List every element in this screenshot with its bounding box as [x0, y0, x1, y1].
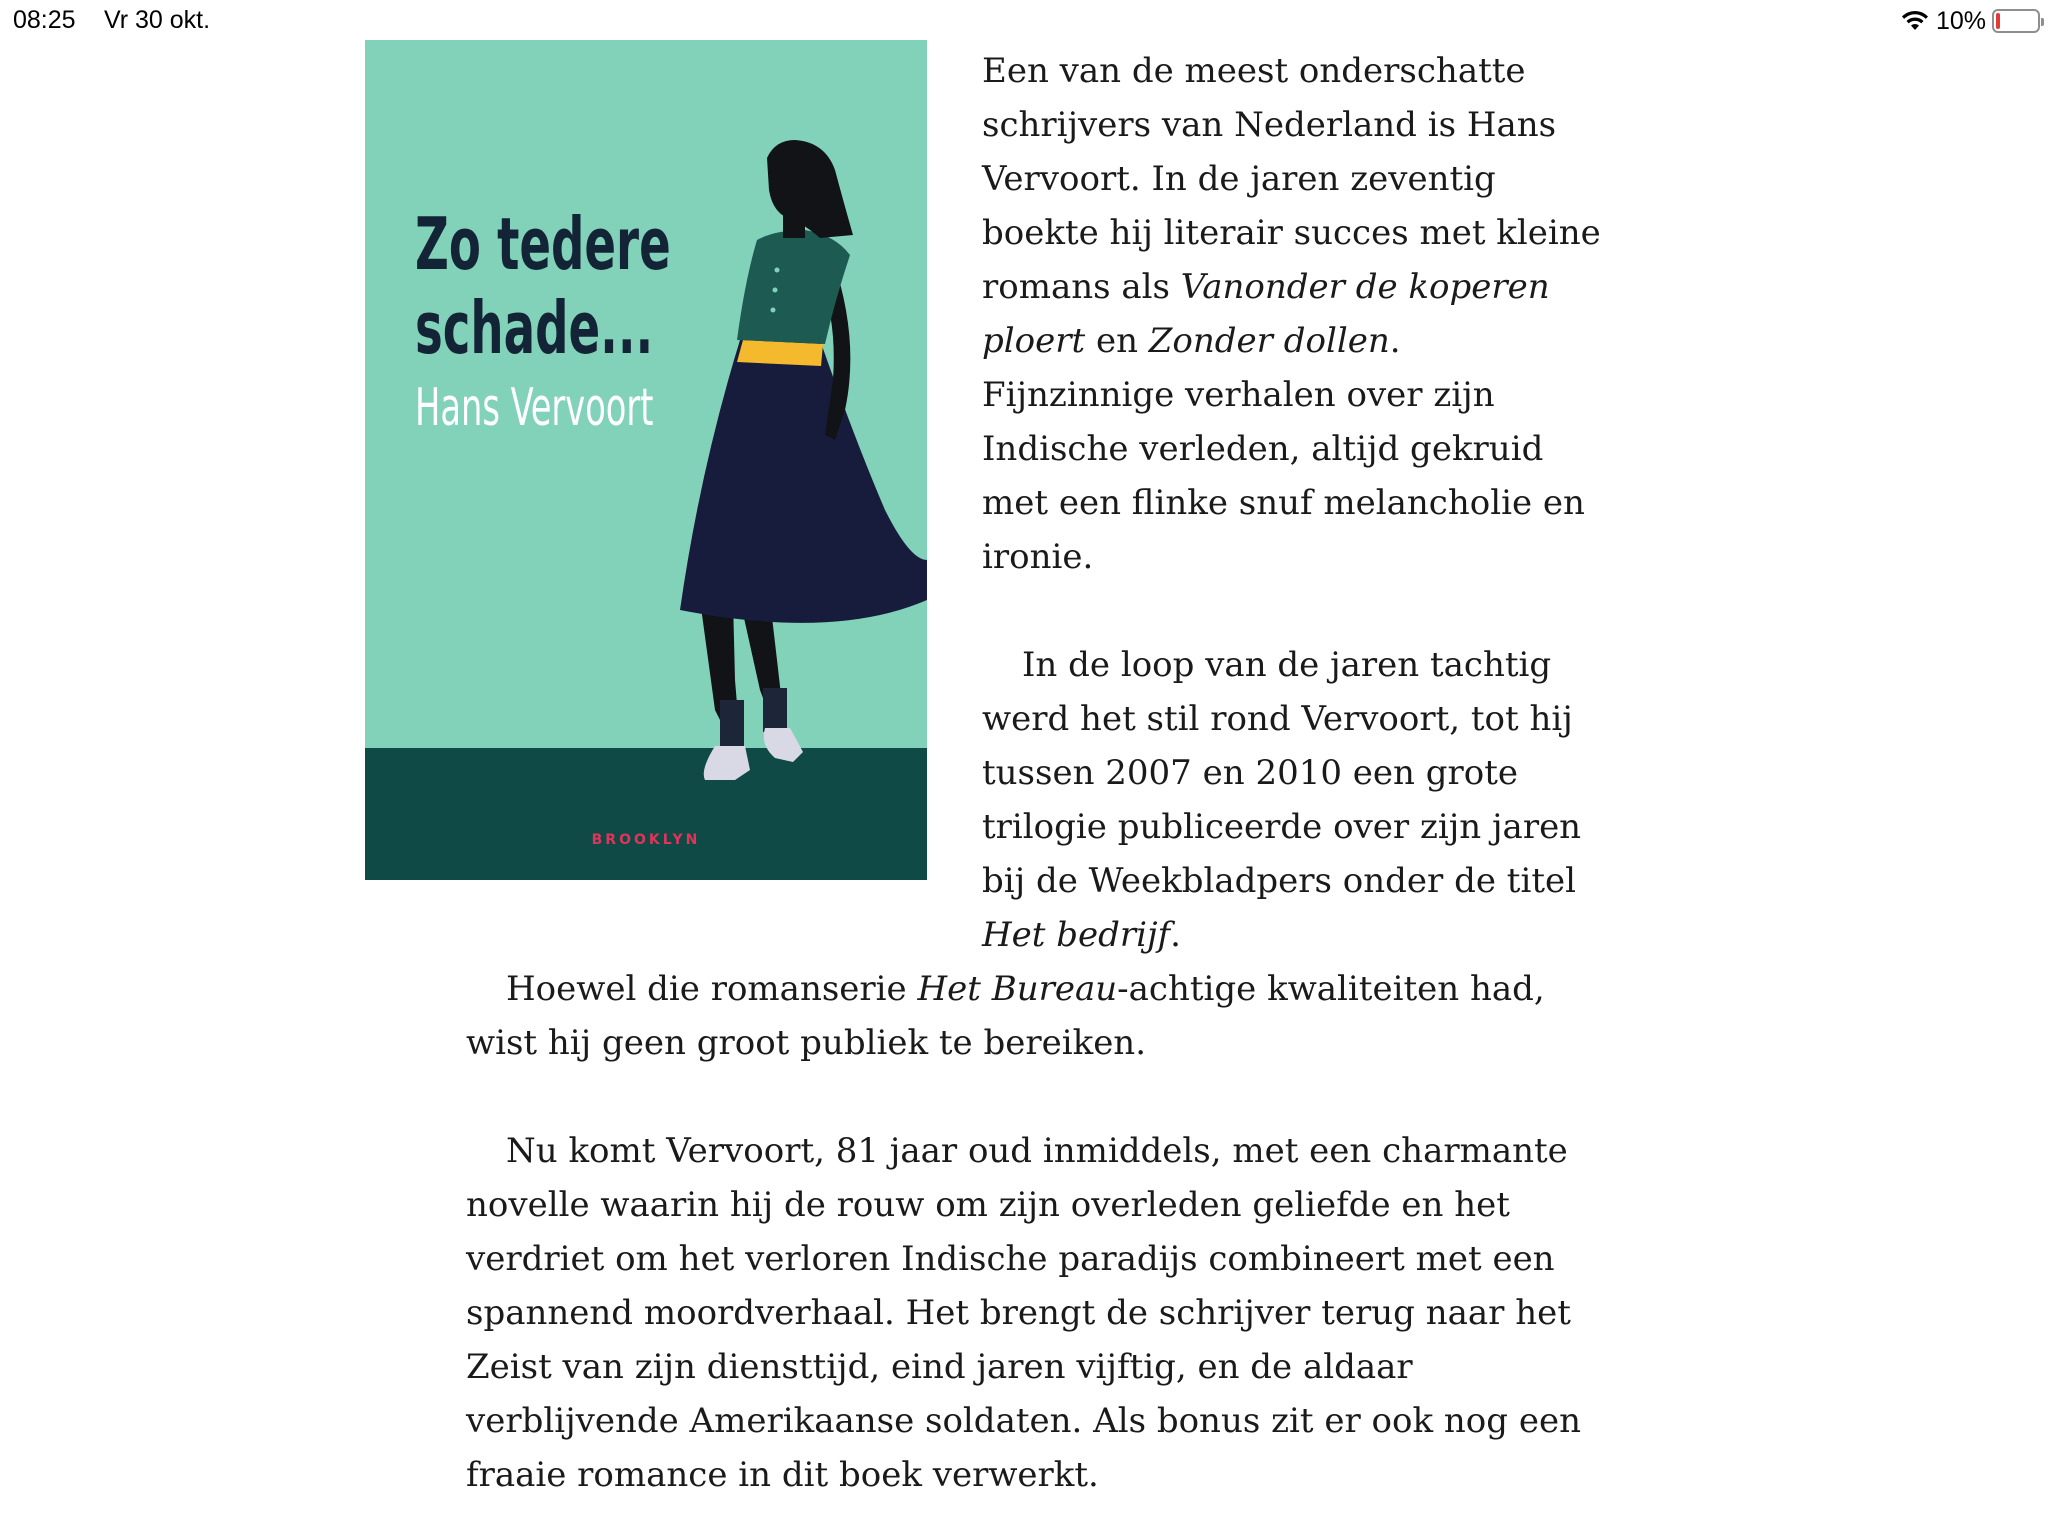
battery-percentage: 10% [1935, 6, 1986, 35]
text-run: . [1170, 915, 1181, 955]
article-paragraph-4 [466, 1124, 1616, 1502]
book-title-emphasis: Zonder dollen [1148, 321, 1390, 361]
status-bar [0, 0, 2048, 40]
cover-woman-silhouette [365, 40, 927, 880]
article-paragraph-2 [982, 638, 1602, 962]
book-cover-image [365, 40, 927, 880]
cover-author: Hans Vervoort [415, 378, 654, 438]
text-run: Nu komt Vervoort, 81 jaar oud inmiddels, met een charmante novelle waarin hij de rouw om zijn overleden geliefde en het verdriet om het verloren Indische paradijs combineert met een spannend moordverhaal. Het brengt de schrijver terug naar het Zeist van zijn diensttijd, eind jaren vijftig, en de aldaar verblijvende Amerikaanse soldaten. Als bonus zit er ook nog een fraaie romance in dit boek verwerkt. [466, 1131, 1581, 1495]
text-run: In de loop van de jaren tachtig werd het stil rond Vervoort, tot hij tussen 2007 en 2010 een grote trilogie publiceerde over zijn jaren bij de Weekbladpers onder de titel [982, 645, 1582, 901]
article-paragraph-3 [466, 962, 1616, 1070]
cover-publisher-logo: BROOKLYN [591, 832, 701, 848]
article-side-column [982, 44, 1602, 962]
wifi-icon [1900, 10, 1930, 32]
cover-title-line-2: schade... [415, 286, 654, 370]
status-date: Vr 30 okt. [104, 6, 211, 34]
status-time: 08:25 [13, 6, 76, 34]
text-run: Een van de meest onderschatte schrijvers van Nederland is Hans Vervoort. In de jaren zeventig boekte hij literair succes met kleine romans als [982, 51, 1601, 307]
text-run: -achtige kwaliteiten had, wist hij geen groot publiek te bereiken. [466, 969, 1545, 1063]
status-indicators [1900, 6, 2040, 36]
text-run: en [1085, 321, 1149, 361]
battery-icon [1992, 9, 2040, 33]
text-run: Hoewel die romanserie [506, 969, 918, 1009]
article-paragraph-1 [982, 44, 1602, 584]
series-title-emphasis: Het Bureau [917, 969, 1118, 1009]
book-title-emphasis: Vanonder de koperen ploert [982, 267, 1550, 361]
battery-level-fill [1996, 13, 2000, 29]
text-run: . Fijnzinnige verhalen over zijn Indische verleden, altijd gekruid met een flinke snuf melancholie en ironie. [982, 321, 1585, 577]
cover-title-line-1: Zo tedere [415, 202, 671, 286]
cover-title [415, 202, 671, 370]
book-title-emphasis: Het bedrijf [982, 915, 1171, 955]
